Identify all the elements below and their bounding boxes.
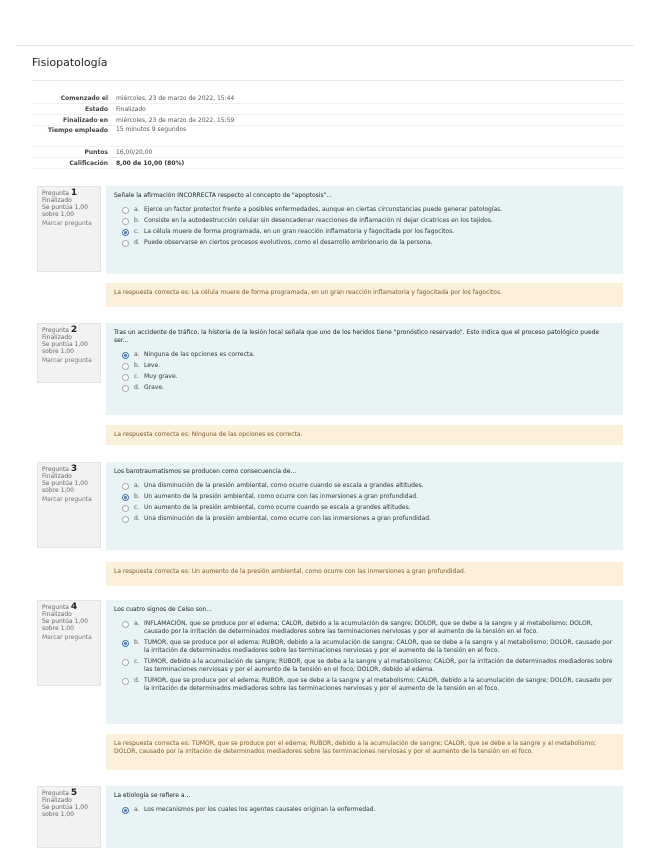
option-letter: a. [134,620,140,627]
option-letter: a. [134,351,140,358]
summary-row-points [32,147,623,158]
question-state: Finalizado [42,334,72,341]
question-content-2 [106,323,623,415]
question-number [42,790,96,797]
summary-value: 15 minutos 9 segundos [116,126,187,133]
flag-question-link[interactable]: Marcar pregunta [42,357,92,364]
option-letter: b. [134,639,140,646]
option-letter: a. [134,206,140,213]
radio-button[interactable] [122,374,129,381]
question-content-3 [106,462,623,550]
feedback-3: La respuesta correcta es: Un aumento de la presión ambiental, como ocurre con las inmersiones a gran profundidad. [106,562,623,586]
answer-option[interactable] [122,228,615,236]
flag-question-link[interactable]: Marcar pregunta [42,220,92,227]
question-num: 4 [70,602,78,612]
option-letter: a. [134,806,140,813]
question-mark: Se puntúa 1,00 sobre 1,00 [42,341,88,355]
question-number [42,327,96,334]
option-text: Los mecanismos por los cuales los agentes causales originan la enfermedad. [144,806,376,813]
feedback-4: La respuesta correcta es: TUMOR, que se produce por el edema; RUBOR, debido a la acumulación de sangre; CALOR, que se debe a la sangre y al metabolismo; DOLOR, causado por la irritación de determinados mediadores sobre las terminaciones nerviosas y por el aumento de la tensión en el foco. [106,734,623,770]
option-text: La célula muere de forma programada, en un gran reacción inflamatoria y fagocitada por los fagocitos. [144,228,455,235]
answer-option[interactable] [122,384,615,392]
top-divider [16,45,634,46]
question-num: 1 [70,188,78,198]
summary-value: miércoles, 23 de marzo de 2022, 15:44 [116,94,235,102]
radio-button[interactable] [122,659,129,666]
feedback-2: La respuesta correcta es: Ninguna de las opciones es correcta. [106,425,623,445]
flag-question-link[interactable]: Marcar pregunta [42,634,92,641]
summary-row-time [32,126,623,147]
option-letter: b. [134,493,140,500]
option-text: Ninguna de las opciones es correcta. [144,351,255,358]
radio-button[interactable] [122,363,129,370]
question-info-5 [37,786,101,848]
radio-button-selected[interactable] [122,229,129,236]
question-num: 3 [70,464,78,474]
radio-button[interactable] [122,385,129,392]
summary-key: Tiempo empleado [47,127,108,134]
option-letter: c. [134,228,140,235]
question-number [42,190,96,197]
radio-button[interactable] [122,483,129,490]
answer-option[interactable] [122,806,615,814]
option-letter: c. [134,504,140,511]
radio-button[interactable] [122,207,129,214]
radio-button[interactable] [122,516,129,523]
radio-button[interactable] [122,678,129,685]
option-text: Una disminución de la presión ambiental, como ocurre con las inmersiones a gran profundidad. [144,515,431,522]
option-letter: a. [134,482,140,489]
question-state: Finalizado [42,473,72,480]
summary-value: miércoles, 23 de marzo de 2022, 15:59 [116,116,235,124]
answer-option[interactable] [122,620,615,636]
answer-option[interactable] [122,493,615,501]
question-content-1 [106,186,623,274]
radio-button[interactable] [122,218,129,225]
summary-key: Comenzado el [60,94,108,102]
option-letter: d. [134,677,140,684]
answer-option[interactable] [122,373,615,381]
answer-option[interactable] [122,658,615,674]
answer-option[interactable] [122,206,615,214]
answer-option[interactable] [122,217,615,225]
question-state: Finalizado [42,797,72,804]
question-content-4 [106,600,623,724]
question-text: Los cuatro signos de Celso son... [114,606,213,613]
question-info-4 [37,600,101,686]
summary-key: Puntos [84,148,108,156]
summary-value: 8,00 de 10,00 (80%) [116,159,185,167]
summary-key: Finalizado en [63,116,108,124]
radio-button-selected[interactable] [122,494,129,501]
answer-option[interactable] [122,351,615,359]
question-state: Finalizado [42,197,72,204]
question-num: 2 [70,325,78,335]
question-state: Finalizado [42,611,72,618]
summary-row-finished [32,115,623,126]
option-text: Ejerce un factor protector frente a posibles enfermedades, aunque en ciertas circunstancias puede generar patologías. [144,206,503,213]
radio-button[interactable] [122,621,129,628]
answer-option[interactable] [122,677,615,693]
answer-option[interactable] [122,482,615,490]
option-letter: d. [134,239,140,246]
option-text: TUMOR, debido a la acumulación de sangre; RUBOR, que se debe a la sangre y al metabolismo; CALOR, por la irritación de determinados mediadores sobre las terminaciones nerviosas y por el aumento de la tensión en el foco; DOLOR, debido al edema. [144,658,613,673]
summary-row-started [32,93,623,104]
option-letter: d. [134,515,140,522]
summary-row-state [32,104,623,115]
radio-button[interactable] [122,505,129,512]
title-divider [32,80,623,81]
feedback-1: La respuesta correcta es: La célula muere de forma programada, en un gran reacción inflamatoria y fagocitada por los fagocitos. [106,283,623,307]
option-text: Leve. [144,362,161,369]
option-letter: d. [134,384,140,391]
answer-option[interactable] [122,639,615,655]
option-letter: b. [134,217,140,224]
attempt-summary-table [32,93,623,169]
option-letter: c. [134,658,140,665]
question-mark: Se puntúa 1,00 sobre 1,00 [42,204,88,218]
page-title: Fisiopatología [32,56,108,69]
option-letter: c. [134,373,140,380]
question-text: La etiología se refiere a... [114,792,191,799]
question-label: Pregunta [42,466,69,473]
radio-button-selected[interactable] [122,352,129,359]
summary-key: Estado [84,105,108,113]
question-label: Pregunta [42,790,69,797]
question-text: Señale la afirmación INCORRECTA respecto al concepto de "apoptosis"... [114,192,333,199]
option-text: Un aumento de la presión ambiental, como ocurre cuando se escala a grandes altitudes. [144,504,411,511]
answer-option[interactable] [122,239,615,247]
option-text: Consiste en la autodestrucción celular sin desencadenar reacciones de inflamación ni dejar cicatrices en los tejidos. [144,217,493,224]
answer-option[interactable] [122,362,615,370]
option-text: Grave. [144,384,164,391]
option-text: Un aumento de la presión ambiental, como ocurre con las inmersiones a gran profundidad. [144,493,418,500]
question-num: 5 [70,788,78,798]
question-mark: Se puntúa 1,00 sobre 1,00 [42,480,88,494]
radio-button-selected[interactable] [122,807,129,814]
question-number [42,604,96,611]
question-text: Tras un accidente de tráfico, la historia de la lesión local señala que uno de los heridos tiene "pronóstico reservado". Esto indica que el proceso patológico puede ser... [114,329,600,344]
option-text: Muy grave. [144,373,178,380]
answer-option[interactable] [122,504,615,512]
summary-value: 16,00/20,00 [116,148,153,156]
option-text: Una disminución de la presión ambiental, como ocurre cuando se escala a grandes altitudes. [144,482,424,489]
flag-question-link[interactable]: Marcar pregunta [42,496,92,503]
summary-key: Calificación [69,159,108,167]
summary-row-grade [32,158,623,169]
question-label: Pregunta [42,604,69,611]
answer-option[interactable] [122,515,615,523]
question-info-3 [37,462,101,548]
option-text: Puede observarse en ciertos procesos evolutivos, como el desarrollo embrionario de la persona. [144,239,433,246]
question-info-1 [37,186,101,272]
option-text: TUMOR, que se produce por el edema; RUBOR, debido a la acumulación de sangre; CALOR, que se debe a la sangre y al metabolismo; DOLOR, causado por la irritación de determinados mediadores sobre las terminaciones nerviosas y por el aumento de la tensión en el foco. [144,639,613,654]
question-text: Los barotraumatismos se producen como consecuencia de... [114,468,297,475]
question-mark: Se puntúa 1,00 sobre 1,00 [42,618,88,632]
option-text: TUMOR, que se produce por el edema; RUBOR, que se debe a la sangre y al metabolismo; CALOR, debido a la acumulación de sangre; DOLOR, causado por la irritación de determinados mediadores sobre las terminaciones nerviosas y por el aumento de la tensión en el foco. [144,677,613,692]
question-info-2 [37,323,101,383]
radio-button-selected[interactable] [122,640,129,647]
option-letter: b. [134,362,140,369]
summary-value: Finalizado [116,105,146,113]
question-label: Pregunta [42,327,69,334]
question-number [42,466,96,473]
question-content-5 [106,786,623,848]
question-mark: Se puntúa 1,00 sobre 1,00 [42,804,88,818]
question-label: Pregunta [42,190,69,197]
radio-button[interactable] [122,240,129,247]
option-text: INFLAMACIÓN, que se produce por el edema; CALOR, debido a la acumulación de sangre; DOLOR, que se debe a la sangre y al metabolismo; DOLOR, causado por la irritación de determinados mediadores sobre las terminaciones nerviosas y por el aumento de la tensión en el foco. [144,620,593,635]
